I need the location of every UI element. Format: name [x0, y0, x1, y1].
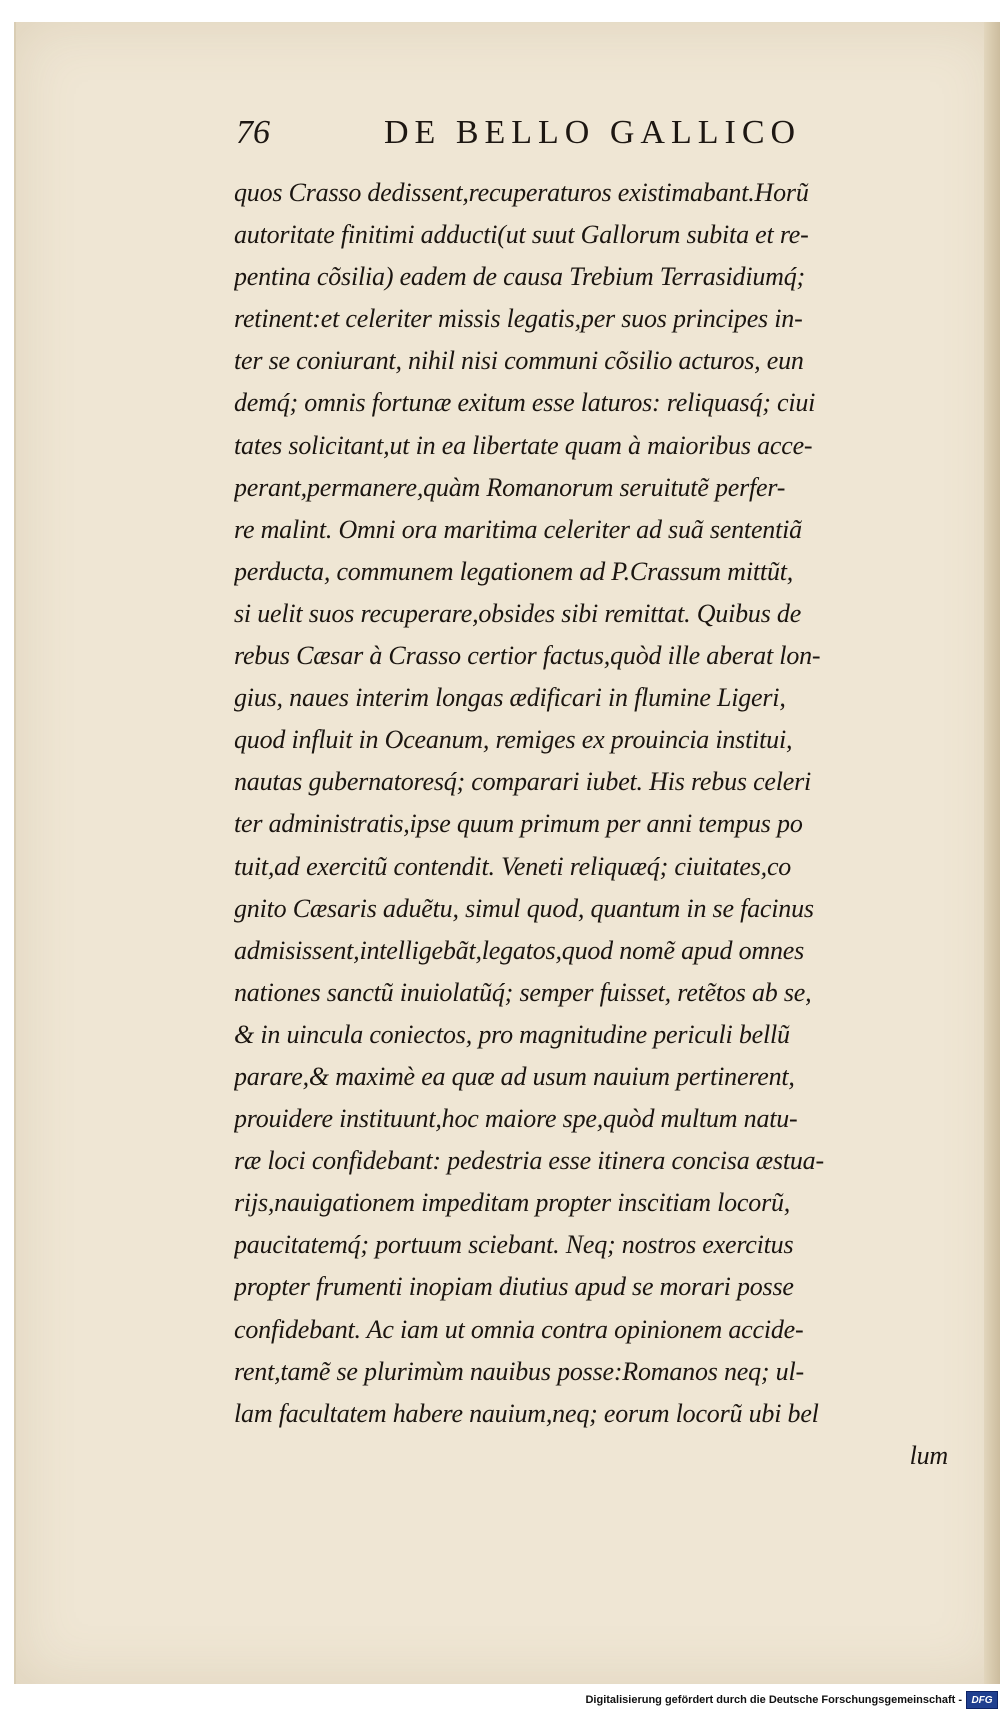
text-line: re malint. Omni ora maritima celeriter ad suã sententiã [234, 514, 802, 544]
text-line: retinent:et celeriter missis legatis,per suos principes in- [234, 304, 803, 334]
text-line: rijs,nauigationem impeditam propter inscitiam locorũ, [234, 1188, 791, 1218]
text-line: perducta, communem legationem ad P.Crassum mittũt, [234, 556, 794, 586]
text-line: ræ loci confidebant: pedestria esse itinera concisa æstua- [234, 1146, 824, 1176]
text-line: rebus Cæsar à Crasso certior factus,quòd ille aberat lon- [234, 641, 821, 671]
text-line: nautas gubernatoresq́; comparari iubet. His rebus celeri [234, 767, 812, 797]
text-block [234, 172, 974, 1477]
text-line: gius, naues interim longas ædificari in flumine Ligeri, [234, 683, 786, 713]
text-line: & in uincula coniectos, pro magnitudine periculi bellũ [234, 1019, 790, 1049]
text-line: si uelit suos recuperare,obsides sibi remittat. Quibus de [234, 598, 802, 628]
text-line: autoritate finitimi adducti(ut suut Gallorum subita et re- [234, 220, 809, 250]
catchword: lum [909, 1440, 948, 1470]
text-line: ter administratis,ipse quum primum per anni tempus po [234, 809, 803, 839]
text-line: quos Crasso dedissent,recuperaturos existimabant.Horũ [234, 178, 809, 207]
binding-edge [984, 22, 1000, 1684]
text-line: rent,tamẽ se plurimùm nauibus posse:Romanos neq; ul- [234, 1356, 804, 1386]
text-line: tuit,ad exercitũ contendit. Veneti reliquæq́; ciuitates,co [234, 851, 792, 881]
dfg-logo-icon: DFG [966, 1691, 998, 1709]
page-number: 76 [236, 114, 270, 151]
text-line: quod influit in Oceanum, remiges ex prouincia institui, [234, 725, 793, 755]
running-head [236, 114, 816, 164]
text-line: parare,& maximè ea quæ ad usum nauium pertinerent, [234, 1061, 795, 1091]
text-line: nationes sanctũ inuiolatũq́; semper fuisset, retẽtos ab se, [234, 977, 812, 1007]
text-line: pentina cõsilia) eadem de causa Trebium Terrasidiumq́; [234, 262, 805, 292]
text-line: ter se coniurant, nihil nisi communi cõsilio acturos, eun [234, 346, 804, 376]
text-line: confidebant. Ac iam ut omnia contra opinionem accide- [234, 1314, 804, 1344]
text-line: demq́; omnis fortunæ exitum esse laturos: reliquasq́; ciui [234, 388, 816, 418]
text-line: paucitatemq́; portuum sciebant. Neq; nostros exercitus [234, 1230, 794, 1260]
text-line: admisissent,intelligebãt,legatos,quod nomẽ apud omnes [234, 935, 805, 965]
text-line: propter frumenti inopiam diutius apud se morari posse [234, 1272, 794, 1302]
text-line: tates solicitant,ut in ea libertate quam à maioribus acce- [234, 430, 813, 460]
dfg-credit-text: Digitalisierung gefördert durch die Deutsche Forschungsgemeinschaft - [585, 1694, 962, 1706]
text-line: lam facultatem habere nauium,neq; eorum locorũ ubi bel [234, 1398, 819, 1428]
digitization-footer [585, 1690, 998, 1710]
running-title: DE BELLO GALLICO [384, 114, 802, 151]
text-line: prouidere instituunt,hoc maiore spe,quòd multum natu- [234, 1104, 798, 1134]
text-line: gnito Cæsaris aduẽtu, simul quod, quantum in se facinus [234, 893, 814, 923]
book-page [14, 22, 1000, 1684]
text-line: perant,permanere,quàm Romanorum seruitutẽ perfer- [234, 472, 786, 502]
